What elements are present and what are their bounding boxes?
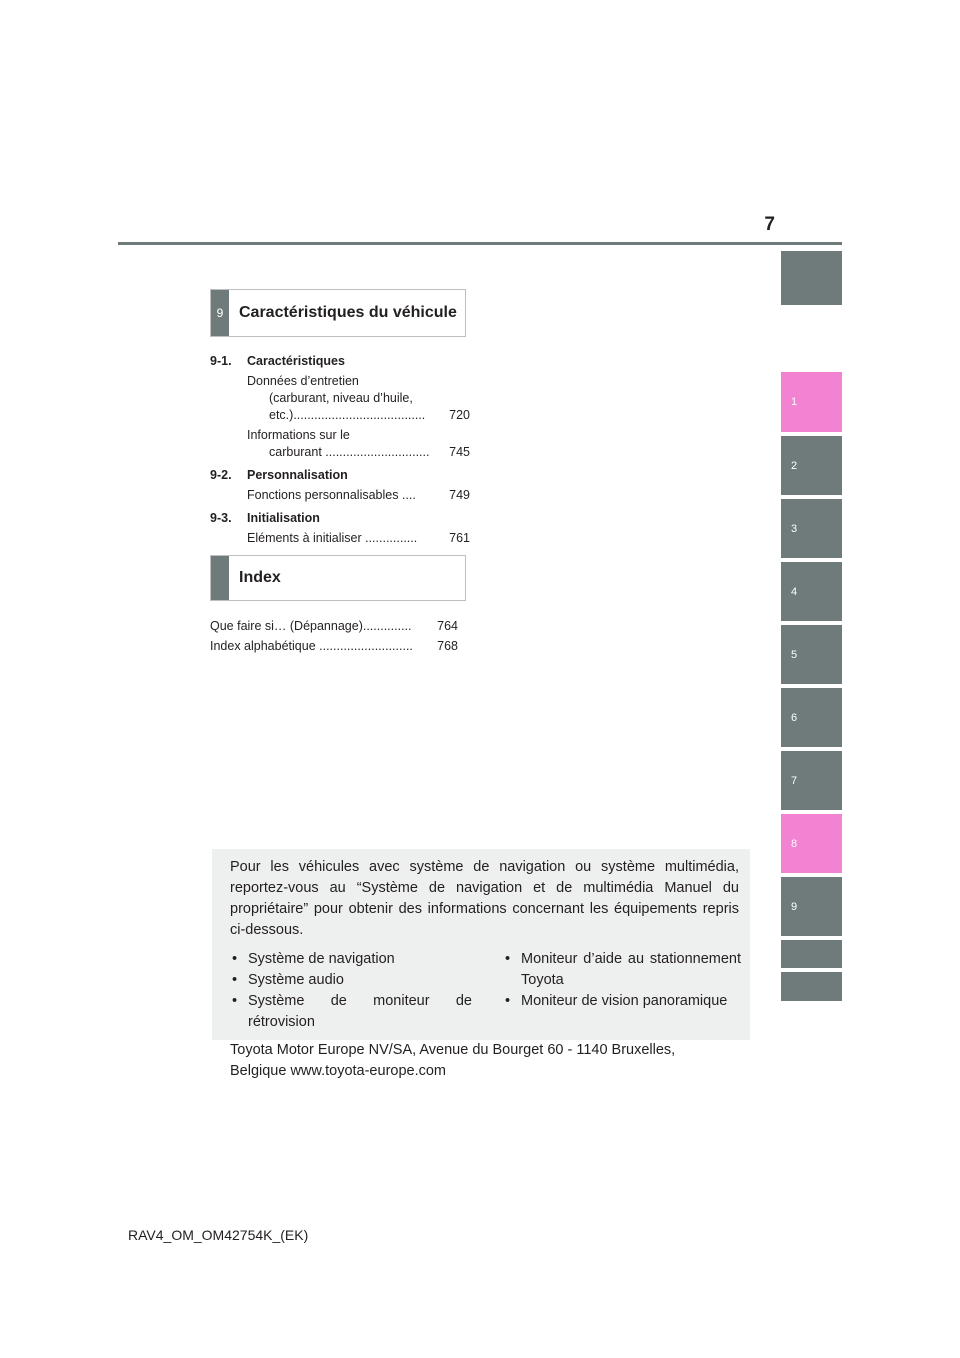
header-rule xyxy=(118,242,842,245)
toc-entry[interactable]: Informations sur le carburant .............................. 745 xyxy=(247,428,470,459)
footer-document-code: RAV4_OM_OM42754K_(EK) xyxy=(128,1227,309,1243)
section-9-toc xyxy=(210,353,470,550)
chapter-tab-1[interactable]: 1 xyxy=(781,372,842,432)
chapter-tab-2[interactable]: 2 xyxy=(781,436,842,495)
toc-entry[interactable]: Eléments à initialiser ............... 761 xyxy=(247,531,470,545)
chapter-tab-7[interactable]: 7 xyxy=(781,751,842,810)
chapter-tab-5[interactable]: 5 xyxy=(781,625,842,684)
chapter-tab-blank-1[interactable] xyxy=(781,940,842,968)
chapter-tab-9[interactable]: 9 xyxy=(781,877,842,936)
address-line: Belgique www.toyota-europe.com xyxy=(230,1063,447,1079)
bullet-item: • Moniteur de vision panoramique xyxy=(505,993,728,1009)
chapter-number: 9-1. xyxy=(210,354,232,368)
index-list xyxy=(210,618,458,658)
chapter-tab-8[interactable]: 8 xyxy=(781,814,842,873)
note-box xyxy=(212,849,750,1040)
toc-entry[interactable]: Données d’entretien (carburant, niveau d’huile, etc.) ...................................... 720 xyxy=(247,374,470,422)
index-page-number: 768 xyxy=(437,639,458,653)
toc-entry-text: Fonctions personnalisables xyxy=(247,488,399,502)
section-header-index xyxy=(210,555,466,601)
chapter-title: Initialisation xyxy=(247,511,320,525)
index-page-number: 764 xyxy=(437,619,458,633)
bullet-list-left xyxy=(232,949,472,1033)
index-item[interactable]: Index alphabétique ........................... 768 xyxy=(210,639,458,653)
toc-entry-text: Données d’entretien xyxy=(247,374,359,388)
section-number: 9 xyxy=(211,290,229,336)
toc-page-number: 761 xyxy=(449,531,470,545)
index-item[interactable]: Que faire si… (Dépannage) .............. 764 xyxy=(210,619,458,633)
section-title: Index xyxy=(239,569,281,586)
chapter-number: 9-2. xyxy=(210,468,232,482)
chapter-title: Personnalisation xyxy=(247,468,348,482)
index-item-label: Index alphabétique xyxy=(210,639,316,653)
chapter-tab-6[interactable]: 6 xyxy=(781,688,842,747)
bullet-item: • Moniteur d’aide au stationnement Toyota xyxy=(505,951,741,988)
bullet-list-right xyxy=(505,949,741,1012)
page-number: 7 xyxy=(764,214,775,235)
section-title: Caractéristiques du véhicule xyxy=(239,304,457,321)
chapter-number: 9-3. xyxy=(210,511,232,525)
toc-page-number: 720 xyxy=(449,408,470,422)
section-header-9 xyxy=(210,289,466,337)
chapter-heading[interactable] xyxy=(210,510,470,527)
toc-page-number: 745 xyxy=(449,445,470,459)
chapter-tab-blank-2[interactable] xyxy=(781,972,842,1001)
chapter-tab-4[interactable]: 4 xyxy=(781,562,842,621)
bullet-item: • Système de navigation xyxy=(232,951,395,967)
toc-entry-text: Informations sur le xyxy=(247,428,350,442)
section-marker xyxy=(211,556,229,600)
toc-entry-text: etc.) xyxy=(269,408,294,422)
toc-entry-text: (carburant, niveau d’huile, xyxy=(269,391,413,405)
index-item-label: Que faire si… (Dépannage) xyxy=(210,619,363,633)
bullet-item: • Système audio xyxy=(232,972,344,988)
toc-entry-text: Eléments à initialiser xyxy=(247,531,362,545)
chapter-heading[interactable] xyxy=(210,467,470,484)
chapter-tab-blank-top[interactable] xyxy=(781,251,842,305)
chapter-heading[interactable] xyxy=(210,353,470,370)
address xyxy=(230,1040,730,1082)
bullet-item: • Système de moniteur de rétrovision xyxy=(232,993,472,1030)
toc-entry[interactable]: Fonctions personnalisables .... 749 xyxy=(247,488,470,502)
note-text: Pour les véhicules avec système de navigation ou système multimédia, reportez-vous au “Système de navigation et de multimédia Manuel du propriétaire” pour obtenir des informations concernant les équipements repris ci-dessous. xyxy=(230,859,739,938)
toc-page-number: 749 xyxy=(449,488,470,502)
chapter-title: Caractéristiques xyxy=(247,354,345,368)
chapter-tab-3[interactable]: 3 xyxy=(781,499,842,558)
toc-entry-text: carburant xyxy=(269,445,322,459)
address-line: Toyota Motor Europe NV/SA, Avenue du Bourget 60 - 1140 Bruxelles, xyxy=(230,1042,676,1058)
